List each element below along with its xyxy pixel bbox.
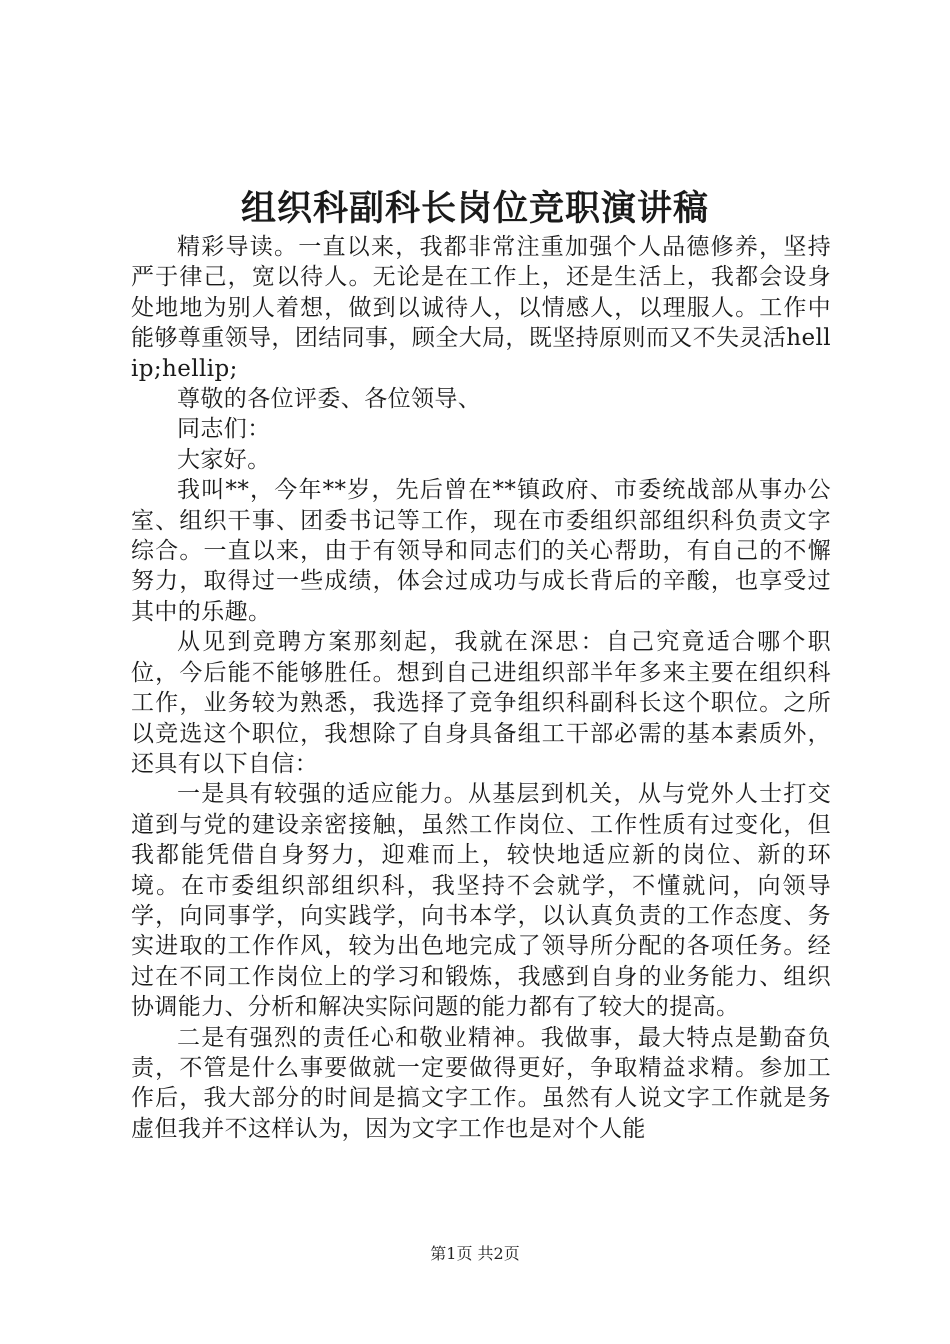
document-title: 组织科副科长岗位竞职演讲稿 [240,188,709,229]
document-body [131,232,831,1144]
paragraph-salutation: 尊敬的各位评委、各位领导、 [177,386,482,413]
paragraph-point-two: 二是有强烈的责任心和敬业精神。我做事，最大特点是勤奋负责，不管是什么事要做就一定要做得更好，争取精益求精。参加工作后，我大部分的时间是搞文字工作。虽然有人说文字工作就是务虚但我并不这样认为，因为文字工作也是对个人能 [131,1024,831,1142]
paragraph-intro: 精彩导读。一直以来，我都非常注重加强个人品德修养，坚持严于律己，宽以待人。无论是在工作上，还是生活上，我都会设身处地地为别人着想，做到以诚待人，以情感人，以理服人。工作中能够尊重领导，团结同事，顾全大局，既坚持原则而又不失灵活hellip;hellip; [131,234,831,382]
paragraph-salutation-2: 同志们： [177,416,271,443]
paragraph-point-one: 一是具有较强的适应能力。从基层到机关，从与党外人士打交道到与党的建设亲密接触，虽然工作岗位、工作性质有过变化，但我都能凭借自身努力，迎难而上，较快地适应新的岗位、新的环境。在市委组织部组织科，我坚持不会就学，不懂就问，向领导学，向同事学，向实践学，向书本学，以认真负责的工作态度、务实进取的工作作风，较为出色地完成了领导所分配的各项任务。经过在不同工作岗位上的学习和锻炼，我感到自身的业务能力、组织协调能力、分析和解决实际问题的能力都有了较大的提高。 [131,781,831,1021]
paragraph-greeting: 大家好。 [177,446,271,473]
paragraph-position-choice: 从见到竞聘方案那刻起，我就在深思：自己究竟适合哪个职位，今后能不能够胜任。想到自己进组织部半年多来主要在组织科工作，业务较为熟悉，我选择了竞争组织科副科长这个职位。之所以竞选这个职位，我想除了自身具备组工干部必需的基本素质外，还具有以下自信： [131,629,831,777]
paragraph-self-intro: 我叫**，今年**岁，先后曾在**镇政府、市委统战部从事办公室、组织干事、团委书记等工作，现在市委组织部组织科负责文字综合。一直以来，由于有领导和同志们的关心帮助，有自己的不懈努力，取得过一些成绩，体会过成功与成长背后的辛酸，也享受过其中的乐趣。 [131,477,831,625]
page-number-footer: 第1页 共2页 [430,1244,520,1263]
